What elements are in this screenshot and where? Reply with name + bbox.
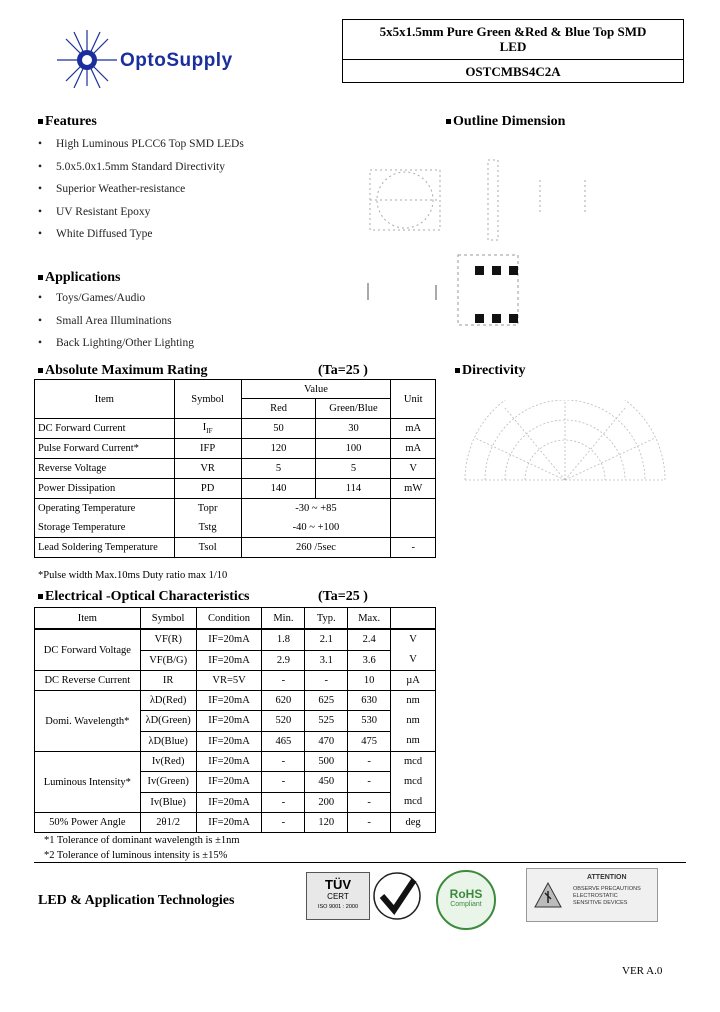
absolute-heading: Absolute Maximum Rating — [38, 363, 208, 379]
title-line-2: LED — [499, 39, 527, 54]
header-symbol: Symbol — [174, 380, 241, 419]
table-row: λD(Blue) IF=20mA 465 470 475 — [35, 731, 436, 751]
list-item: • UV Resistant Epoxy — [38, 205, 151, 218]
list-item: • Small Area Illuminations — [38, 314, 172, 327]
part-number: OSTCMBS4C2A — [465, 64, 561, 79]
table-row: Pulse Forward Current* IFP 120 100 mA — [35, 439, 436, 459]
feature-list — [38, 138, 244, 251]
table-row: DC Forward Voltage VF(R) IF=20mA 1.8 2.1 2.4 V V — [35, 629, 436, 650]
list-item: • Back Lighting/Other Lighting — [38, 337, 194, 349]
table-row: Storage Temperature Tstg -40 ~ +100 — [35, 518, 436, 538]
outline-drawing — [360, 145, 620, 345]
version-label: VER A.0 — [622, 965, 663, 977]
header-red: Red — [241, 399, 316, 419]
absolute-condition: (Ta=25 ) — [318, 363, 368, 378]
header-greenblue: Green/Blue — [316, 399, 391, 419]
table-row: Reverse Voltage VR 5 5 V — [35, 459, 436, 479]
solder-pad — [509, 266, 518, 275]
table-header-row: Item Symbol Condition Min. Typ. Max. — [35, 608, 436, 630]
table-row: DC Reverse Current IR VR=5V - - 10 µA — [35, 671, 436, 691]
table-row: DC Forward Current $I_{IF}$ 50 30 mA — [35, 419, 436, 439]
table-row: Iv(Green) IF=20mA - 450 - — [35, 772, 436, 792]
footer-divider — [34, 862, 686, 863]
starburst-logo-icon — [52, 28, 122, 88]
list-item: • White Diffused Type — [38, 228, 153, 240]
electrical-heading: Electrical -Optical Characteristics — [38, 589, 249, 605]
solder-pad — [475, 314, 484, 323]
list-item: • High Luminous PLCC6 Top SMD LEDs — [38, 138, 244, 150]
table-row: Power Dissipation PD 140 114 mW — [35, 479, 436, 499]
solder-pad — [509, 314, 518, 323]
electrical-note-1: *1 Tolerance of dominant wavelength is ±1nm — [44, 835, 240, 846]
header-item: Item — [35, 380, 175, 419]
solder-pad — [475, 266, 484, 275]
outline-heading: Outline Dimension — [446, 114, 565, 130]
absolute-max-table — [34, 379, 436, 558]
list-item: • Superior Weather-resistance — [38, 183, 186, 195]
features-heading: Features — [38, 114, 97, 130]
solder-pad — [492, 266, 501, 275]
table-row: 50% Power Angle 2θ1/2 IF=20mA - 120 - deg — [35, 813, 436, 833]
compliance-check-icon — [370, 870, 424, 922]
list-item: • Toys/Games/Audio — [38, 292, 146, 304]
rohs-compliant-badge: RoHS Compliant — [436, 870, 496, 930]
table-row: Iv(Blue) IF=20mA - 200 - — [35, 792, 436, 812]
table-row: VF(B/G) IF=20mA 2.9 3.1 3.6 — [35, 650, 436, 671]
title-box — [342, 19, 684, 83]
table-row: Domi. Wavelength* λD(Red) IF=20mA 620 625 630 nm nm nm — [35, 691, 436, 711]
footer-title: LED & Application Technologies — [38, 893, 235, 908]
applications-heading: Applications — [38, 270, 120, 286]
table-row: Lead Soldering Temperature Tsol 260 /5sec - — [35, 538, 436, 558]
directivity-heading: Directivity — [455, 363, 526, 379]
tuv-cert-logo: TÜV CERT ISO 9001 : 2000 — [306, 872, 370, 920]
company-name: OptoSupply — [120, 50, 233, 71]
solder-pad — [492, 314, 501, 323]
table-row: λD(Green) IF=20mA 520 525 530 — [35, 711, 436, 731]
title-line-1: 5x5x1.5mm Pure Green &Red & Blue Top SMD — [379, 24, 647, 39]
esd-warning-icon — [533, 881, 563, 909]
company-logo — [52, 28, 282, 88]
esd-attention-label: ATTENTION OBSERVE PRECAUTIONS ELECTROSTATIC SENSITIVE DEVICES — [526, 868, 658, 922]
absolute-note: *Pulse width Max.10ms Duty ratio max 1/10 — [38, 570, 228, 581]
electrical-condition: (Ta=25 ) — [318, 589, 368, 604]
list-item: • 5.0x5.0x1.5mm Standard Directivity — [38, 160, 225, 173]
directivity-chart — [455, 400, 675, 490]
header-value: Value — [241, 380, 391, 399]
application-list — [38, 292, 194, 360]
electrical-table — [34, 607, 436, 833]
table-row: Operating Temperature Topr -30 ~ +85 — [35, 499, 436, 519]
header-unit: Unit — [391, 380, 436, 419]
electrical-note-2: *2 Tolerance of luminous intensity is ±15% — [44, 850, 228, 861]
table-row: Luminous Intensity* Iv(Red) IF=20mA - 500 - mcd mcd mcd — [35, 752, 436, 772]
